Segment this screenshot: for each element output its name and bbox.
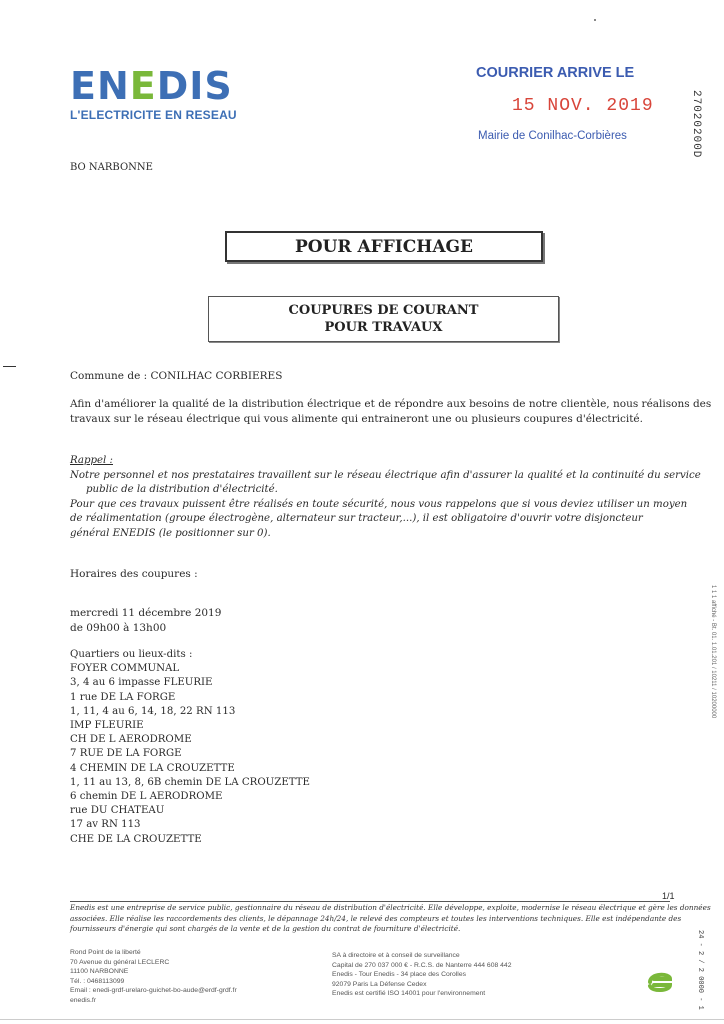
pour-affichage-box <box>225 231 543 262</box>
horaires-label: Horaires des coupures : <box>70 568 198 580</box>
address-line: Capital de 270 037 000 € - R.C.S. de Nanterre 444 608 442 <box>332 961 512 969</box>
address-line: 70 Avenue du général LECLERC <box>70 958 170 966</box>
footer-divider <box>70 901 670 902</box>
rappel-line: public de la distribution d'électricité. <box>86 484 278 495</box>
address-line: SA à directoire et à conseil de surveillance <box>332 952 460 959</box>
stamp-mairie: Mairie de Conilhac-Corbières <box>478 130 627 142</box>
list-item: IMP FLEURIE <box>70 720 144 732</box>
list-item: 17 av RN 113 <box>70 819 141 831</box>
address-line: 92079 Paris La Défense Cedex <box>332 980 427 988</box>
rappel-line: Pour que ces travaux puissent être réalisés en toute sécurité, nous vous rappelons que si vous deviez utiliser un moyen <box>70 498 688 510</box>
list-item: 6 chemin DE L AERODROME <box>70 791 223 803</box>
pour-affichage-label: POUR AFFICHAGE <box>294 236 473 257</box>
enedis-logo: ENEDIS <box>70 64 233 108</box>
list-item: 3, 4 au 6 impasse FLEURIE <box>70 677 213 689</box>
address-line: Tél. : 0468113099 <box>70 977 125 985</box>
website-link[interactable]: enedis.fr <box>70 996 97 1004</box>
legal-line: Enedis est une entreprise de service public, gestionnaire du réseau de distribution d'électricité. Elle développe, exploite, modernise le réseau électrique et gère les données <box>70 903 711 912</box>
enedis-footer-logo-icon <box>644 964 676 996</box>
rappel-heading: Rappel : <box>70 455 113 466</box>
margin-mark <box>3 366 16 367</box>
rappel-line: Notre personnel et nos prestataires travaillent sur le réseau électrique afin d'assurer la qualité et la continuité du service <box>70 469 701 481</box>
footer-legal <box>70 903 711 935</box>
list-item: 1 rue DE LA FORGE <box>70 691 176 703</box>
list-item: rue DU CHATEAU <box>70 805 165 817</box>
address-line: Rond Point de la liberté <box>70 949 141 956</box>
quartiers-list <box>70 648 310 847</box>
email-link[interactable]: Email : enedi-grdf-urelaro-guichet-bo-aude@erdf-grdf.fr <box>70 987 237 994</box>
address-left <box>70 948 237 1005</box>
list-item: CHE DE LA CROUZETTE <box>70 833 202 845</box>
schedule-day: mercredi 11 décembre 2019 <box>70 607 222 619</box>
list-item: 7 RUE DE LA FORGE <box>70 748 182 760</box>
address-line: Enedis - Tour Enedis - 34 place des Corolles <box>332 971 466 978</box>
schedule-time: de 09h00 à 13h00 <box>70 622 167 634</box>
rappel-line: général ENEDIS (le positionner sur 0). <box>70 527 271 539</box>
list-item: FOYER COMMUNAL <box>70 663 180 675</box>
legal-line: associées. Elle réalise les raccordements des clients, le dépannage 24h/24, le relevé des compteurs et toutes les interventions techniques. Elle est indépendante des <box>70 913 682 923</box>
quartiers-heading: Quartiers ou lieux-dits : <box>70 649 193 660</box>
legal-line: fournisseurs d'énergie qui sont chargés de la vente et de la gestion du contrat de fourniture d'électricité. <box>70 924 461 933</box>
page-bottom-edge <box>0 1019 724 1020</box>
list-item: 4 CHEMIN DE LA CROUZETTE <box>70 762 235 774</box>
commune-line: Commune de : CONILHAC CORBIERES <box>70 370 283 382</box>
list-item: CH DE L AERODROME <box>70 734 192 746</box>
list-item: 1, 11 au 13, 8, 6B chemin DE LA CROUZETTE <box>70 776 310 788</box>
intro-line: Afin d'améliorer la qualité de la distribution électrique et de répondre aux besoins de notre clientèle, nous réalisons des <box>70 398 712 410</box>
address-line: 11100 NARBONNE <box>70 968 129 975</box>
intro-paragraph <box>70 397 712 427</box>
coupures-title-line1: COUPURES DE COURANT <box>288 303 479 318</box>
page-number: 1/1 <box>662 891 675 901</box>
stamp-date: 15 NOV. 2019 <box>512 96 654 116</box>
scan-mark <box>594 19 596 21</box>
stamp-title: COURRIER ARRIVE LE <box>476 65 635 81</box>
intro-line: travaux sur le réseau électrique qui vous alimente qui entraineront une ou plusieurs coupures d'électricité. <box>70 413 643 425</box>
rappel-line: de réalimentation (groupe électrogène, alternateur sur tracteur,...), il est obligatoire d'ouvrir votre disjoncteur <box>70 513 643 524</box>
sender-office: BO NARBONNE <box>70 162 153 173</box>
side-reference: 24 - 2 / 2 0000 - 1 <box>696 930 704 1010</box>
list-item: 1, 11, 4 au 6, 14, 18, 22 RN 113 <box>70 705 236 717</box>
coupures-title-box <box>208 296 559 342</box>
address-right <box>332 951 511 999</box>
logo-tagline: L'ELECTRICITE EN RESEAU <box>70 108 237 122</box>
side-document-number: 27020200D <box>690 90 702 159</box>
address-line: Enedis est certifié ISO 14001 pour l'environnement <box>332 990 486 997</box>
coupures-title-line2: POUR TRAVAUX <box>324 320 443 335</box>
side-tiny-text: 1 1 1 affiché - Bt. 01. 1.01.201 / 10211 / 10200000 <box>710 585 716 719</box>
schedule <box>70 606 221 636</box>
rappel-section <box>70 454 704 541</box>
